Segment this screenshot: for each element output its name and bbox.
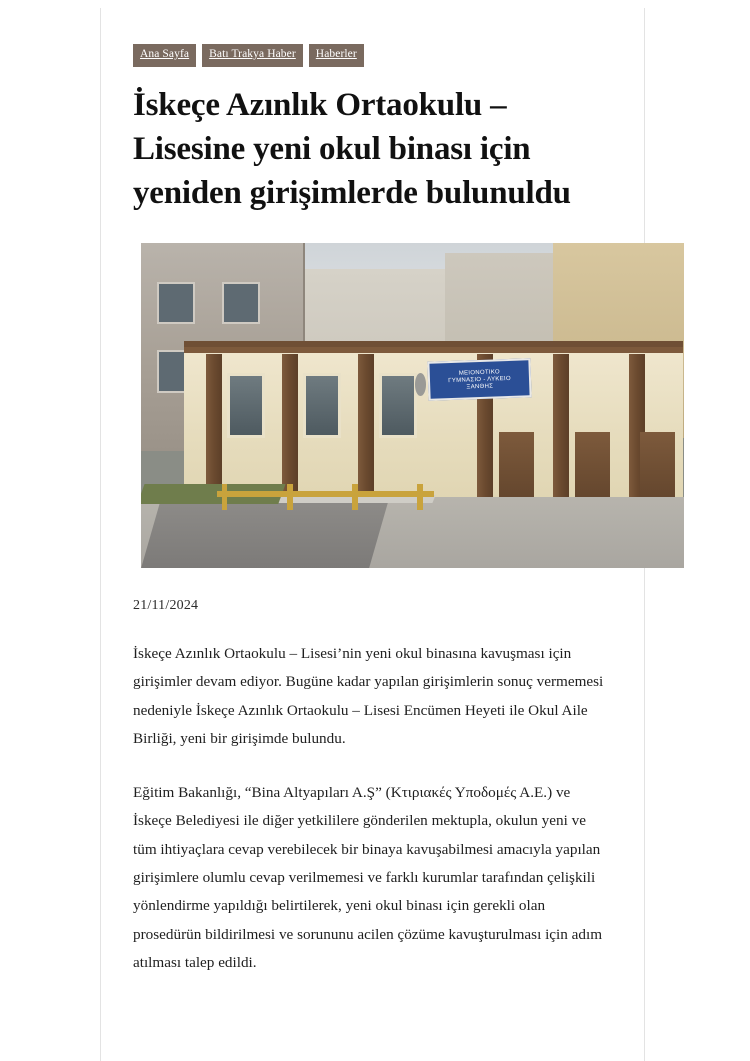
photo-facade-window (379, 373, 417, 438)
article-inner (101, 8, 644, 215)
article-paragraph: İskeçe Azınlık Ortaokulu – Lisesi’nin yeni okul binasına kavuşması için girişimler devam ediyor. Bugüne kadar yapılan girişimlerin sonuç vermemesi nedeniyle İskeçe Azınlık Ortaokulu – Lisesi Encümen Heyeti ile Okul Aile Birliği, yeni bir girişimde bulundu. (133, 645, 604, 747)
article-paragraph: Eğitim Bakanlığı, “Bina Altyapıları A.Ş” (Κτιριακές Υποδομές Α.Ε.) ve İskeçe Belediyesi ile diğer yetkililere gönderilen mektupla, okulun yeni ve tüm ihtiyaçlara cevap verebilecek bir binaya kavuşabilmesi amacıyla yapılan girişimlere olumlu cevap verilmemesi ve farklı kurumlar tarafından çelişkili yönlendirme yapıldığı belirtilerek, yeni okul binası için gerekli olan prosedürün bildirilmesi ve sorununu acilen çözüme kavuşturulması için adım atılması talep edildi. (133, 784, 603, 971)
breadcrumb-item-subcategory[interactable]: Haberler (309, 44, 364, 67)
photo-sign-mount (415, 373, 426, 396)
photo-handrail-post (352, 484, 357, 510)
photo-facade-window (303, 373, 341, 438)
photo-handrail-post (287, 484, 292, 510)
photo-handrail-post (222, 484, 227, 510)
photo-left-window (157, 282, 195, 324)
photo-school-sign-line-3: ΞΑΝΘΗΣ (466, 383, 494, 391)
photo-school-sign-line-2: ΓΥΜΝΑΣΙΟ - ΛΥΚΕΙΟ (448, 375, 512, 384)
photo-handrail-post (417, 484, 422, 510)
photo-school-sign-line-1: ΜΕΙΟΝΟΤΙΚΟ (458, 368, 501, 377)
article-hero-wrap (101, 243, 644, 568)
photo-facade-window (227, 373, 265, 438)
breadcrumb-item-home[interactable]: Ana Sayfa (133, 44, 196, 67)
photo-handrail (217, 491, 434, 497)
article-hero-image (141, 243, 684, 568)
breadcrumb (133, 8, 612, 67)
photo-school-sign (428, 358, 532, 401)
photo-left-window (222, 282, 260, 324)
article-date: 21/11/2024 (133, 598, 199, 614)
breadcrumb-item-category[interactable]: Batı Trakya Haber (202, 44, 303, 67)
article-body-inner (101, 598, 644, 977)
article-container (100, 8, 645, 1061)
page-title: İskeçe Azınlık Ortaokulu – Lisesine yeni okul binası için yeniden girişimlerde bulunuldu (133, 86, 571, 211)
